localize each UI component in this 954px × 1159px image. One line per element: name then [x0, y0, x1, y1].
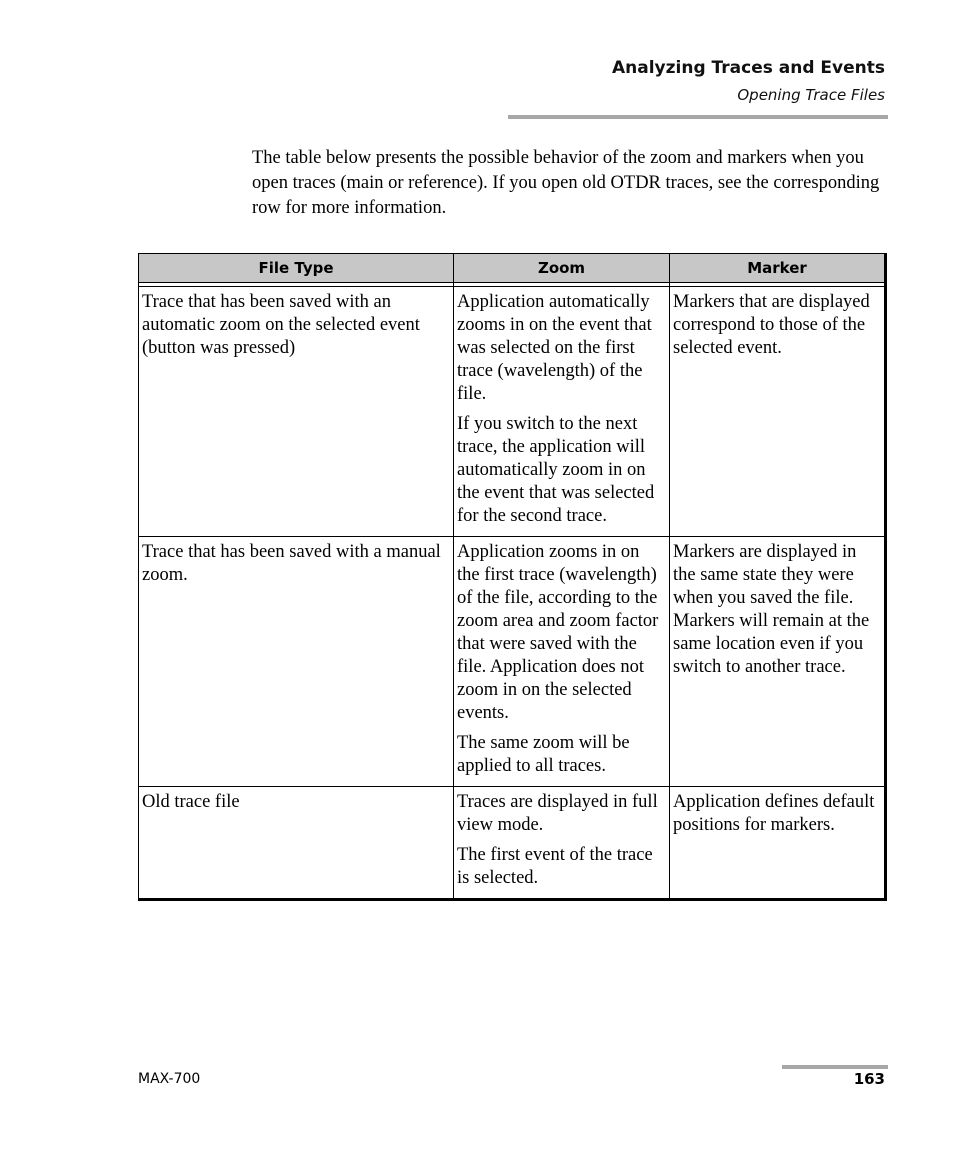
product-name: MAX-700: [138, 1071, 201, 1087]
cell-file-type: Trace that has been saved with a manual zoom.: [139, 537, 454, 787]
footer-rule: [782, 1065, 888, 1069]
zoom-paragraph: Application zooms in on the first trace (wavelength) of the file, according to the zoom area and zoom factor that were saved with the file. Application does not zoom in on the selected events.: [457, 542, 659, 723]
cell-zoom: [454, 787, 670, 900]
cell-marker: Markers that are displayed correspond to those of the selected event.: [670, 287, 886, 537]
header-rule: [508, 115, 888, 119]
cell-zoom: [454, 287, 670, 537]
section-title: Opening Trace Files: [737, 86, 885, 104]
zoom-paragraph: The first event of the trace is selected.: [457, 845, 653, 888]
header-file-type: File Type: [139, 254, 454, 283]
behavior-table: [138, 253, 887, 901]
table-header-row: [139, 254, 886, 283]
zoom-paragraph: Traces are displayed in full view mode.: [457, 792, 658, 835]
zoom-paragraph: The same zoom will be applied to all traces.: [457, 733, 630, 776]
cell-file-type: Trace that has been saved with an automatic zoom on the selected event (button was pressed): [139, 287, 454, 537]
zoom-paragraph: If you switch to the next trace, the application will automatically zoom in on the event that was selected for the second trace.: [457, 414, 655, 526]
cell-zoom: [454, 537, 670, 787]
cell-marker: Markers are displayed in the same state they were when you saved the file. Markers will remain at the same location even if you switch to another trace.: [670, 537, 886, 787]
table-row: [139, 537, 886, 787]
page-header: [612, 57, 885, 105]
chapter-title: Analyzing Traces and Events: [611, 58, 885, 78]
zoom-paragraph: Application automatically zooms in on the event that was selected on the first trace (wavelength) of the file.: [457, 292, 652, 404]
table-row: [139, 787, 886, 900]
cell-marker: Application defines default positions for markers.: [670, 787, 886, 900]
page-number: 163: [853, 1070, 885, 1088]
header-zoom: Zoom: [454, 254, 670, 283]
intro-paragraph: The table below presents the possible behavior of the zoom and markers when you open traces (main or reference). If you open old OTDR traces, see the corresponding row for more information.: [252, 148, 880, 218]
cell-file-type: Old trace file: [139, 787, 454, 900]
header-marker: Marker: [670, 254, 886, 283]
table-row: [139, 287, 886, 537]
behavior-table-container: [138, 253, 888, 901]
